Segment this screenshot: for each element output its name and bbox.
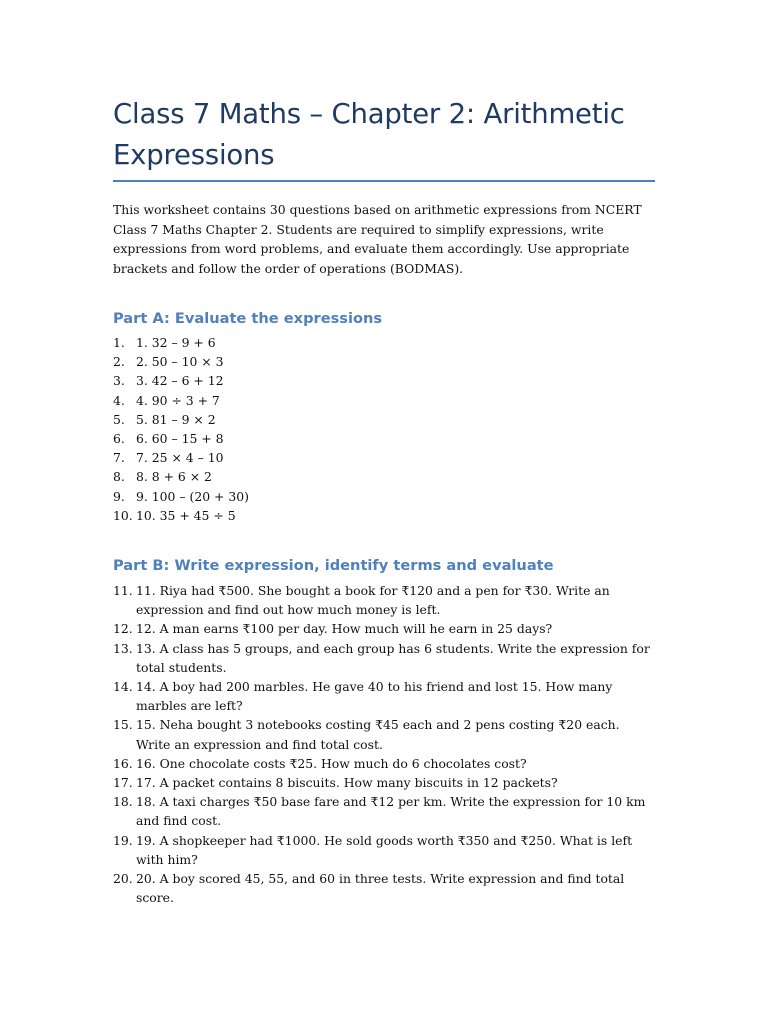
question-item <box>113 448 655 467</box>
question-text: 17. A packet contains 8 biscuits. How many biscuits in 12 packets? <box>136 775 558 791</box>
question-number: 14. <box>113 679 133 695</box>
question-item <box>113 792 655 830</box>
question-item <box>113 831 655 869</box>
part-a-question-list <box>113 333 655 525</box>
question-item <box>113 773 655 792</box>
question-text: 16. One chocolate costs ₹25. How much do 6 chocolates cost? <box>136 755 527 771</box>
question-number: 20. <box>113 871 133 887</box>
question-number: 18. <box>113 794 133 810</box>
question-item <box>113 371 655 390</box>
question-text: 18. A taxi charges ₹50 base fare and ₹12 per km. Write the expression for 10 km and find cost. <box>136 794 646 829</box>
question-text: 20. A boy scored 45, 55, and 60 in three tests. Write expression and find total score. <box>136 871 625 906</box>
question-item <box>113 487 655 506</box>
page-title: Class 7 Maths – Chapter 2: Arithmetic Expressions <box>113 98 625 171</box>
question-item <box>113 754 655 773</box>
question-item <box>113 581 655 619</box>
question-text: 12. A man earns ₹100 per day. How much will he earn in 25 days? <box>136 621 553 637</box>
part-a-heading: Part A: Evaluate the expressions <box>113 310 383 327</box>
question-number: 15. <box>113 717 133 733</box>
part-b-heading: Part B: Write expression, identify terms and evaluate <box>113 557 554 574</box>
question-number: 17. <box>113 775 133 791</box>
question-number: 16. <box>113 755 133 771</box>
question-text: 2. 50 – 10 × 3 <box>136 354 224 370</box>
question-text: 14. A boy had 200 marbles. He gave 40 to his friend and lost 15. How many marbles are left? <box>136 679 613 714</box>
question-item <box>113 333 655 352</box>
question-text: 13. A class has 5 groups, and each group has 6 students. Write the expression for total students. <box>136 640 650 675</box>
question-item <box>113 352 655 371</box>
question-text: 19. A shopkeeper had ₹1000. He sold goods worth ₹350 and ₹250. What is left with him? <box>136 832 633 867</box>
question-number: 4. <box>113 392 125 408</box>
question-text: 15. Neha bought 3 notebooks costing ₹45 each and 2 pens costing ₹20 each. Write an expression and find total cost. <box>136 717 620 752</box>
question-text: 8. 8 + 6 × 2 <box>136 469 212 485</box>
question-item <box>113 869 655 907</box>
question-text: 7. 25 × 4 – 10 <box>136 450 224 466</box>
question-item <box>113 391 655 410</box>
question-text: 5. 81 – 9 × 2 <box>136 411 216 427</box>
question-number: 3. <box>113 373 125 389</box>
question-text: 11. Riya had ₹500. She bought a book for ₹120 and a pen for ₹30. Write an expression and find out how much money is left. <box>136 583 610 618</box>
question-text: 10. 35 + 45 ÷ 5 <box>136 507 236 523</box>
question-number: 12. <box>113 621 133 637</box>
question-text: 6. 60 – 15 + 8 <box>136 431 224 447</box>
intro-paragraph: This worksheet contains 30 questions based on arithmetic expressions from NCERT Class 7 Maths Chapter 2. Students are required to simplify expressions, write expressions from word problems, and evaluate them accordingly. Use appropriate brackets and follow the order of operations (BODMAS). <box>113 202 642 276</box>
question-number: 11. <box>113 583 133 598</box>
question-number: 7. <box>113 450 125 466</box>
question-text: 1. 32 – 9 + 6 <box>136 335 216 350</box>
question-item <box>113 639 655 677</box>
part-b-question-list <box>113 581 655 907</box>
question-number: 19. <box>113 832 133 848</box>
question-text: 3. 42 – 6 + 12 <box>136 373 224 389</box>
question-number: 2. <box>113 354 125 370</box>
question-text: 4. 90 ÷ 3 + 7 <box>136 392 220 408</box>
question-item <box>113 677 655 715</box>
question-text: 9. 100 – (20 + 30) <box>136 488 249 504</box>
question-item <box>113 506 655 525</box>
question-item <box>113 467 655 486</box>
question-number: 8. <box>113 469 125 485</box>
question-number: 13. <box>113 640 133 656</box>
question-number: 5. <box>113 411 125 427</box>
title-underline <box>113 180 655 182</box>
question-number: 1. <box>113 335 125 350</box>
question-number: 10. <box>113 507 133 523</box>
question-item <box>113 715 655 753</box>
question-item <box>113 619 655 638</box>
question-item <box>113 410 655 429</box>
question-item <box>113 429 655 448</box>
question-number: 9. <box>113 488 125 504</box>
question-number: 6. <box>113 431 125 447</box>
